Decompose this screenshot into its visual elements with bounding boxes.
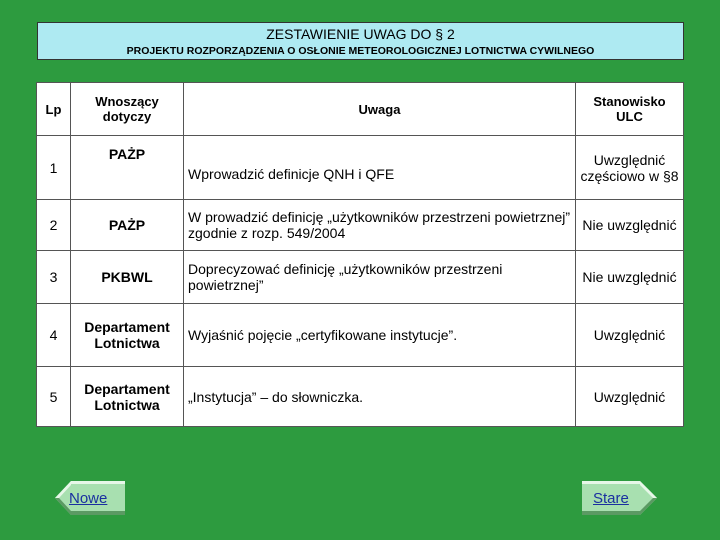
cell-status: Uwzględnić (576, 304, 684, 367)
cell-note: Wprowadzić definicje QNH i QFE (184, 136, 576, 200)
cell-lp: 4 (37, 304, 71, 367)
page-subtitle: PROJEKTU ROZPORZĄDZENIA O OSŁONIE METEOROLOGICZNEJ LOTNICTWA CYWILNEGO (126, 45, 595, 57)
cell-note: „Instytucja” – do słowniczka. (184, 367, 576, 427)
next-button-label: Stare (593, 489, 629, 507)
col-header-note: Uwaga (184, 83, 576, 136)
col-header-status: Stanowisko ULC (576, 83, 684, 136)
remarks-table (36, 82, 684, 427)
prev-button-label: Nowe (69, 489, 108, 507)
cell-lp: 5 (37, 367, 71, 427)
cell-note: Doprecyzować definicję „użytkowników przestrzeni powietrznej” (184, 251, 576, 304)
cell-who: PAŻP (71, 136, 184, 200)
prev-button[interactable] (55, 481, 125, 515)
table-row (37, 367, 684, 427)
table-row (37, 200, 684, 251)
col-header-who: Wnoszący dotyczy (71, 83, 184, 136)
col-header-lp: Lp (37, 83, 71, 136)
page-title: ZESTAWIENIE UWAG DO § 2 (266, 26, 455, 42)
cell-status: Uwzględnić częściowo w §8 (576, 136, 684, 200)
cell-status: Nie uwzględnić (576, 200, 684, 251)
table-row (37, 251, 684, 304)
cell-status: Nie uwzględnić (576, 251, 684, 304)
table-row (37, 136, 684, 200)
cell-lp: 1 (37, 136, 71, 200)
table-header-row (37, 83, 684, 136)
cell-who: PAŻP (71, 200, 184, 251)
title-box (37, 22, 684, 60)
cell-note: W prowadzić definicję „użytkowników przestrzeni powietrznej” zgodnie z rozp. 549/2004 (184, 200, 576, 251)
cell-note: Wyjaśnić pojęcie „certyfikowane instytucje”. (184, 304, 576, 367)
cell-who: PKBWL (71, 251, 184, 304)
cell-lp: 3 (37, 251, 71, 304)
cell-status: Uwzględnić (576, 367, 684, 427)
cell-who: Departament Lotnictwa (71, 367, 184, 427)
table-row (37, 304, 684, 367)
cell-who: Departament Lotnictwa (71, 304, 184, 367)
next-button[interactable] (582, 481, 657, 515)
cell-lp: 2 (37, 200, 71, 251)
